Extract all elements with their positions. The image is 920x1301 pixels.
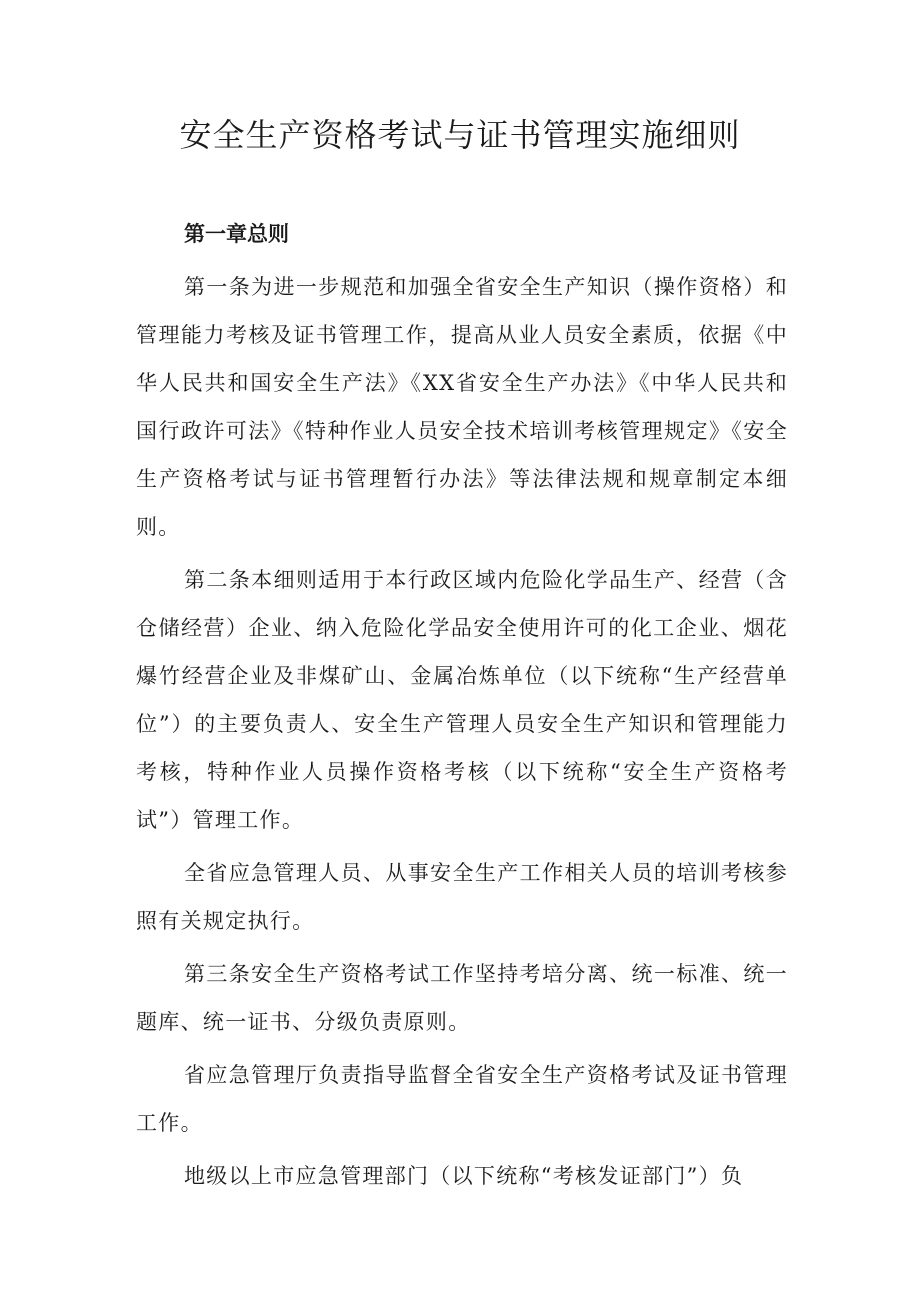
document-title: 安全生产资格考试与证书管理实施细则 — [179, 116, 741, 154]
document-body — [136, 210, 788, 1205]
paragraph-emergency-staff: 全省应急管理人员、从事安全生产工作相关人员的培训考核参照有关规定执行。 — [136, 861, 788, 933]
chapter-heading: 第一章总则 — [184, 222, 289, 246]
paragraph-city-dept: 地级以上市应急管理部门（以下统称“考核发证部门”）负 — [184, 1164, 744, 1188]
paragraph-article-3: 第三条安全生产资格考试工作坚持考培分离、统一标准、统一题库、统一证书、分级负责原则。 — [136, 962, 788, 1034]
paragraph-article-2: 第二条本细则适用于本行政区域内危险化学品生产、经营（含仓储经营）企业、纳入危险化学品安全使用许可的化工企业、烟花爆竹经营企业及非煤矿山、金属冶炼单位（以下统称“生产经营单位”）的主要负责人、安全生产管理人员安全生产知识和管理能力考核，特种作业人员操作资格考核（以下统称“安全生产资格考试”）管理工作。 — [136, 568, 788, 832]
paragraph-provincial-dept: 省应急管理厅负责指导监督全省安全生产资格考试及证书管理工作。 — [136, 1063, 788, 1135]
paragraph-article-1: 第一条为进一步规范和加强全省安全生产知识（操作资格）和管理能力考核及证书管理工作，提高从业人员安全素质，依据《中华人民共和国安全生产法》《XX省安全生产办法》《中华人民共和国行政许可法》《特种作业人员安全技术培训考核管理规定》《安全生产资格考试与证书管理暂行办法》等法律法规和规章制定本细则。 — [136, 275, 788, 539]
